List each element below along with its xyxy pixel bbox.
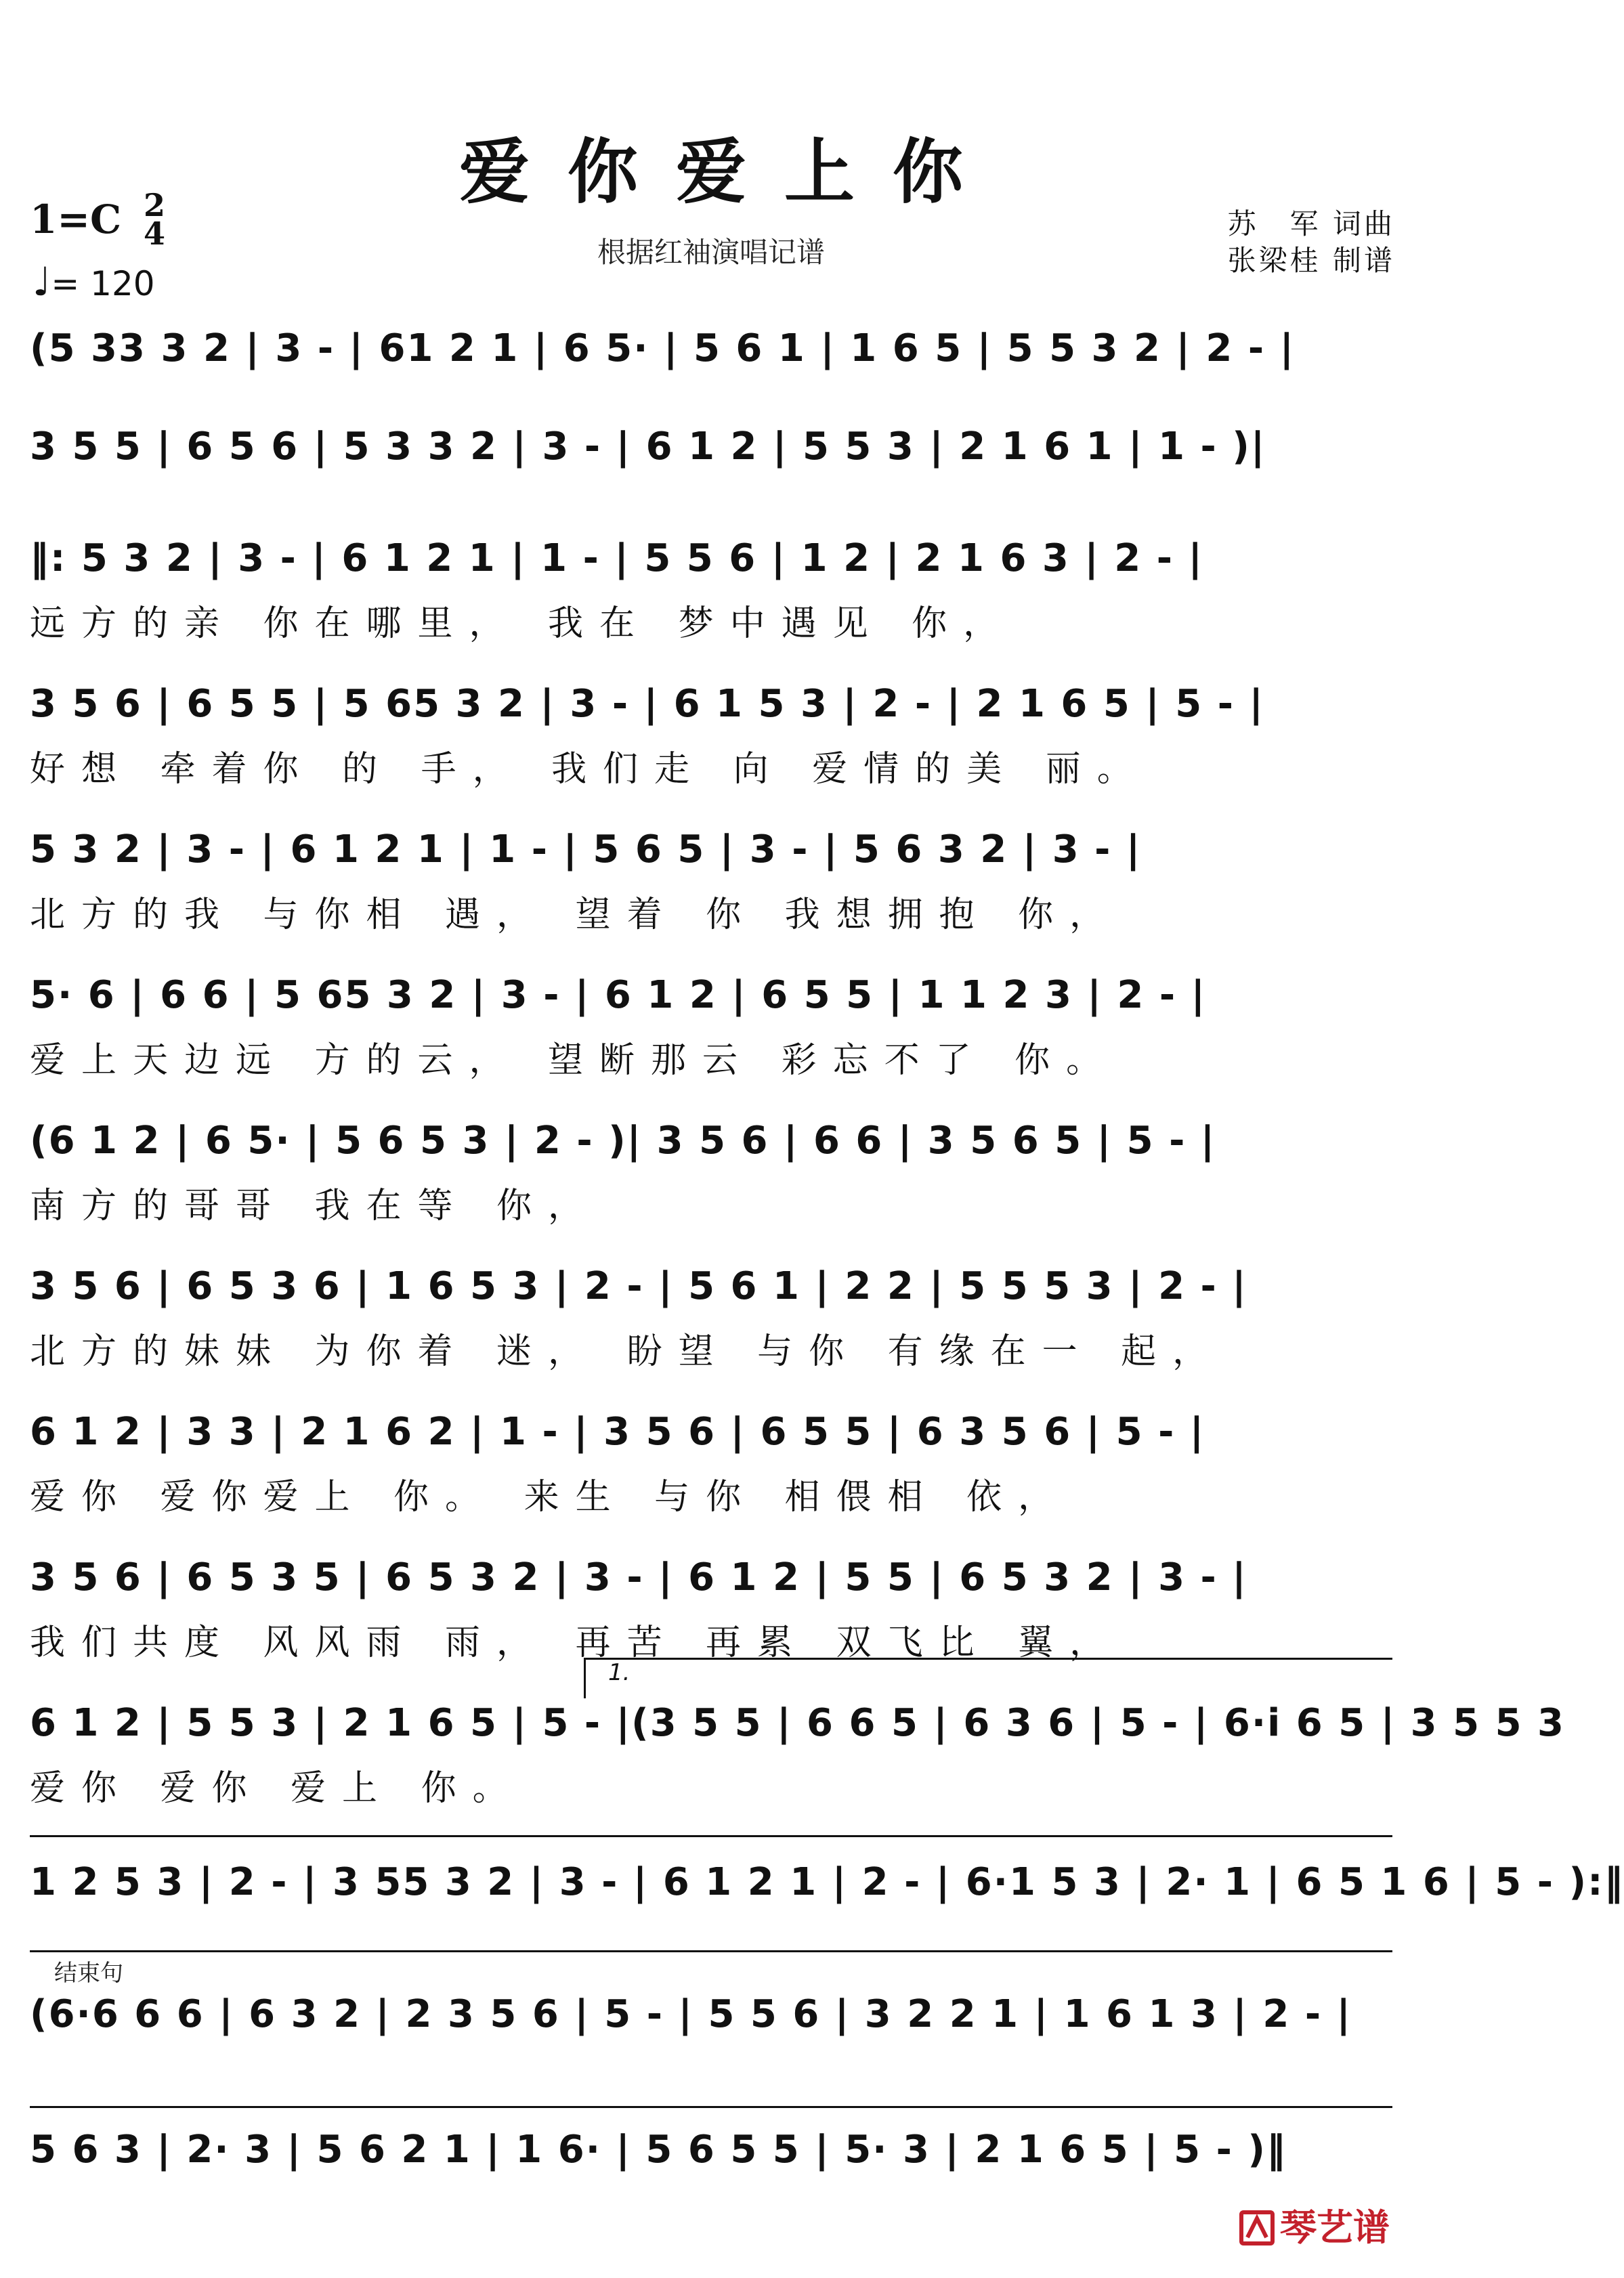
meter-bottom: 4 xyxy=(144,215,166,252)
volta-bracket-hook xyxy=(584,1658,586,1698)
watermark-text: 琴艺谱 xyxy=(1280,2206,1390,2249)
credit-arranger: 张梁桂 制谱 xyxy=(1227,244,1395,277)
subtitle: 根据红袖演唱记谱 xyxy=(597,236,825,269)
notation-line: 5 3 2 | 3 - | 6 1 2 1 | 1 - | 5 6 5 | 3 - | 5 6 3 2 | 3 - | xyxy=(30,828,1142,872)
lyric-line: 北方的我 与你相 遇， 望着 你 我想拥抱 你， xyxy=(30,895,1121,935)
volta-bracket xyxy=(584,1658,1392,1660)
notation-line: ‖: 5 3 2 | 3 - | 6 1 2 1 | 1 - | 5 5 6 | 1 2 | 2 1 6 3 | 2 - | xyxy=(30,536,1203,580)
notation-line: 1 2 5 3 | 2 - | 3 55 3 2 | 3 - | 6 1 2 1 | 2 - | 6·1 5 3 | 2· 1 | 6 5 1 6 | 5 - ):‖ xyxy=(30,1860,1624,1904)
notation-line: 6 1 2 | 5 5 3 | 2 1 6 5 | 5 - |(3 5 5 | 6 6 5 | 6 3 6 | 5 - | 6·i 6 5 | 3 5 5 3 xyxy=(30,1701,1565,1745)
lyric-line: 爱你 爱你 爱上 你。 xyxy=(30,1768,524,1809)
ending-bracket xyxy=(30,1950,1392,1952)
lyric-line: 好想 牵着你 的 手， 我们走 向 爱情的美 丽。 xyxy=(30,749,1149,790)
volta-bracket-continued xyxy=(30,1835,1392,1837)
lyric-line: 爱你 爱你爱上 你。 来生 与你 相偎相 依， xyxy=(30,1477,1070,1518)
watermark-logo xyxy=(1239,2199,1390,2251)
notation-line: 3 5 6 | 6 5 3 5 | 6 5 3 2 | 3 - | 6 1 2 | 5 5 | 6 5 3 2 | 3 - | xyxy=(30,1555,1247,1599)
lyric-line: 北方的妹妹 为你着 迷， 盼望 与你 有缘在一 起， xyxy=(30,1331,1224,1372)
tempo-marking xyxy=(33,259,155,305)
piano-logo-icon xyxy=(1239,2210,1275,2245)
lyric-line: 南方的哥哥 我在等 你， xyxy=(30,1186,600,1226)
lyric-line xyxy=(30,2056,1392,2103)
credit-lyrics-music: 苏 军 词曲 xyxy=(1227,207,1395,240)
notation-line: (6·6 6 6 | 6 3 2 | 2 3 5 6 | 5 - | 5 5 6 | 3 2 2 1 | 1 6 1 3 | 2 - | xyxy=(30,1992,1352,2036)
notation-line: 5· 6 | 6 6 | 5 65 3 2 | 3 - | 6 1 2 | 6 5 5 | 1 1 2 3 | 2 - | xyxy=(30,973,1207,1017)
notation-line: 6 1 2 | 3 3 | 2 1 6 2 | 1 - | 3 5 6 | 6 5 5 | 6 3 5 6 | 5 - | xyxy=(30,1410,1205,1454)
notation-line: 3 5 6 | 6 5 3 6 | 1 6 5 3 | 2 - | 5 6 1 | 2 2 | 5 5 5 3 | 2 - | xyxy=(30,1264,1247,1308)
notation-line: 5 6 3 | 2· 3 | 5 6 2 1 | 1 6· | 5 6 5 5 | 5· 3 | 2 1 6 5 | 5 - )‖ xyxy=(30,2128,1287,2172)
lyric-line: 远方的亲 你在哪里， 我在 梦中遇见 你， xyxy=(30,603,1015,644)
quarter-note-icon: ♩ xyxy=(33,259,51,305)
key-signature: 1=C xyxy=(30,196,122,242)
notation-line: 3 5 5 | 6 5 6 | 5 3 3 2 | 3 - | 6 1 2 | 5 5 3 | 2 1 6 1 | 1 - )| xyxy=(30,425,1266,469)
notation-line: (6 1 2 | 6 5· | 5 6 5 3 | 2 - )| 3 5 6 | 6 6 | 3 5 6 5 | 5 - | xyxy=(30,1119,1216,1163)
notation-line: (5 33 3 2 | 3 - | 61 2 1 | 6 5· | 5 6 1 | 1 6 5 | 5 5 3 2 | 2 - | xyxy=(30,326,1296,370)
lyric-line xyxy=(30,2191,1392,2239)
meter-top: 2 xyxy=(144,187,166,223)
notation-line: 3 5 6 | 6 5 5 | 5 65 3 2 | 3 - | 6 1 5 3 | 2 - | 2 1 6 5 | 5 - | xyxy=(30,682,1264,726)
lyric-line: 我们共度 风风雨 雨， 再苦 再累 双飞比 翼， xyxy=(30,1622,1121,1663)
volta-label: 1. xyxy=(608,1659,631,1686)
lyric-line xyxy=(30,1924,1392,1971)
ending-section-label: 结束句 xyxy=(54,1960,123,1987)
page-title: 爱你爱上你 xyxy=(458,130,1001,213)
ending-bracket-continued xyxy=(30,2106,1392,2108)
tempo-value: = 120 xyxy=(51,264,155,303)
time-signature xyxy=(144,187,166,252)
lyric-line: 爱上天边远 方的云， 望断那云 彩忘不了 你。 xyxy=(30,1040,1118,1081)
